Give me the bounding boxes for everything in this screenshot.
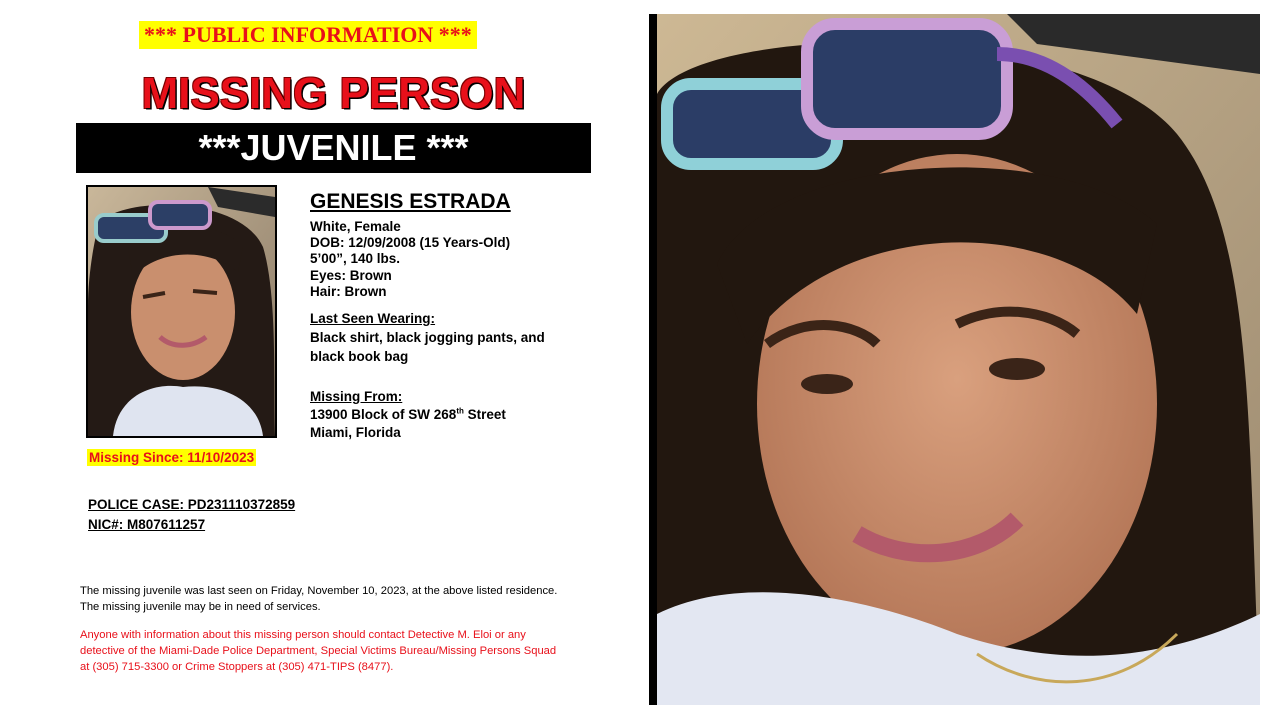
missing-from-street [310, 407, 506, 423]
race-sex: White, Female [310, 219, 401, 234]
public-information-banner: *** PUBLIC INFORMATION *** [139, 21, 477, 49]
missing-since-badge: Missing Since: 11/10/2023 [89, 450, 255, 465]
person-name: GENESIS ESTRADA [310, 190, 511, 213]
last-seen-line-2: black book bag [310, 349, 409, 364]
page-title: MISSING PERSON [141, 69, 526, 118]
missing-from-heading: Missing From: [310, 389, 403, 404]
contact-line-3: at (305) 715-3300 or Crime Stoppers at (305) 471-TIPS (8477). [80, 661, 394, 673]
last-seen-heading: Last Seen Wearing: [310, 311, 436, 326]
last-seen-line-1: Black shirt, black jogging pants, and [310, 330, 545, 345]
hair-color: Hair: Brown [310, 284, 387, 299]
description-line-2: The missing juvenile may be in need of services. [80, 601, 321, 613]
street-prefix: 13900 Block of SW 268 [310, 407, 457, 422]
street-superscript: th [456, 406, 464, 416]
portrait-photo-large [649, 14, 1260, 705]
eye-color: Eyes: Brown [310, 268, 392, 283]
date-of-birth: DOB: 12/09/2008 (15 Years-Old) [310, 235, 511, 250]
juvenile-subtitle-bar: ***JUVENILE *** [76, 123, 591, 173]
height-weight: 5’00”, 140 lbs. [310, 251, 401, 266]
missing-from-city: Miami, Florida [310, 425, 401, 440]
street-suffix: Street [463, 407, 506, 422]
contact-line-2: detective of the Miami-Dade Police Department, Special Victims Bureau/Missing Persons Squad [80, 645, 557, 657]
contact-line-1: Anyone with information about this missing person should contact Detective M. Eloi or any [80, 629, 526, 641]
portrait-photo-small [86, 185, 277, 438]
police-case-number: POLICE CASE: PD231110372859 [88, 497, 296, 512]
description-line-1: The missing juvenile was last seen on Friday, November 10, 2023, at the above listed residence. [80, 585, 558, 597]
nic-number: NIC#: M807611257 [88, 517, 206, 532]
